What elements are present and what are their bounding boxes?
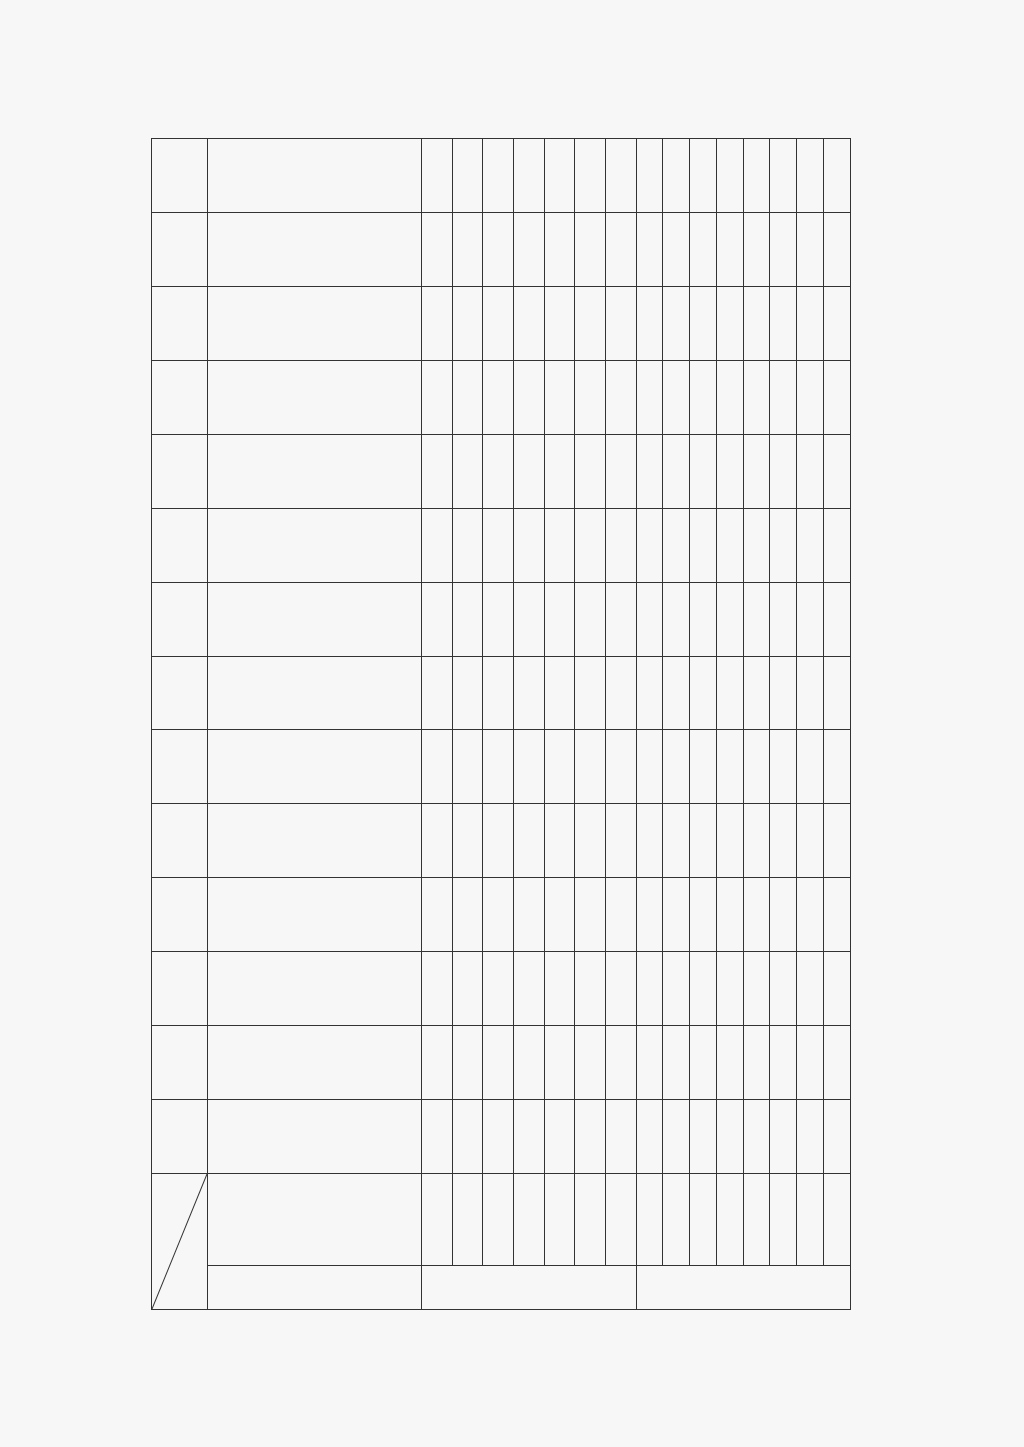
value-cell [483,508,514,582]
value-cell [690,804,717,878]
value-cell [483,1026,514,1100]
value-cell [716,804,743,878]
value-cell [770,434,797,508]
value-cell [208,286,422,360]
table-row [716,139,743,1310]
table-row [575,139,606,1310]
value-cell [716,730,743,804]
value-cell [716,1100,743,1174]
value-cell [422,804,453,878]
value-cell [422,878,453,952]
value-cell [513,286,544,360]
value-cell [208,1100,422,1174]
value-cell [575,582,606,656]
station-header [152,730,208,804]
value-cell [743,582,770,656]
value-cell [544,582,575,656]
value-cell [544,434,575,508]
table-row [483,139,514,1310]
value-cell [636,1100,663,1174]
row-label [743,1174,770,1266]
row-label [770,1174,797,1266]
value-cell [636,582,663,656]
value-cell [797,360,824,434]
value-cell [483,582,514,656]
value-cell [544,656,575,730]
value-cell [513,508,544,582]
value-cell [716,878,743,952]
row-label [544,1174,575,1266]
value-cell [422,139,453,213]
value-cell [797,508,824,582]
value-cell [743,1100,770,1174]
value-cell [824,434,851,508]
value-cell [208,582,422,656]
value-cell [770,730,797,804]
value-cell [690,434,717,508]
value-cell [483,656,514,730]
value-cell [797,952,824,1026]
value-cell [575,878,606,952]
value-cell [513,1100,544,1174]
value-cell [797,878,824,952]
value-cell [690,139,717,213]
value-cell [422,656,453,730]
value-cell [513,360,544,434]
row-label [513,1174,544,1266]
station-header [152,286,208,360]
value-cell [483,360,514,434]
row-label [636,1174,663,1266]
table-row [743,139,770,1310]
value-cell [663,434,690,508]
value-cell [575,286,606,360]
value-cell [208,656,422,730]
value-cell [208,730,422,804]
value-cell [716,434,743,508]
value-cell [770,1100,797,1174]
station-header [152,139,208,213]
table-row [513,139,544,1310]
value-cell [605,360,636,434]
row-label [797,1174,824,1266]
value-cell [605,730,636,804]
value-cell [575,952,606,1026]
value-cell [422,434,453,508]
group-cell [636,1266,850,1310]
value-cell [575,1100,606,1174]
value-cell [575,1026,606,1100]
value-cell [422,1100,453,1174]
value-cell [452,1026,483,1100]
table-row [824,139,851,1310]
value-cell [824,1100,851,1174]
value-cell [743,1026,770,1100]
value-cell [605,508,636,582]
value-cell [743,730,770,804]
value-cell [690,213,717,287]
value-cell [208,360,422,434]
value-cell [422,286,453,360]
value-cell [575,213,606,287]
value-cell [452,582,483,656]
value-cell [208,213,422,287]
value-cell [575,730,606,804]
station-header [152,1100,208,1174]
value-cell [636,656,663,730]
value-cell [483,878,514,952]
value-cell [452,434,483,508]
value-cell [663,952,690,1026]
value-cell [797,286,824,360]
value-cell [797,1100,824,1174]
value-cell [513,952,544,1026]
value-cell [770,286,797,360]
station-header [152,878,208,952]
value-cell [690,286,717,360]
value-cell [824,582,851,656]
value-cell [575,508,606,582]
value-cell [605,139,636,213]
value-cell [452,952,483,1026]
value-cell [797,434,824,508]
value-cell [636,360,663,434]
value-cell [208,1026,422,1100]
value-cell [636,1026,663,1100]
row-label [605,1174,636,1266]
value-cell [824,952,851,1026]
value-cell [422,730,453,804]
value-cell [513,1026,544,1100]
value-cell [575,360,606,434]
group-cell [422,1266,636,1310]
value-cell [716,213,743,287]
value-cell [208,952,422,1026]
value-cell [575,804,606,878]
station-header [152,434,208,508]
value-cell [605,213,636,287]
value-cell [544,360,575,434]
row-label [483,1174,514,1266]
value-cell [824,730,851,804]
station-header [152,952,208,1026]
value-cell [797,1026,824,1100]
value-cell [770,1026,797,1100]
value-cell [743,434,770,508]
value-cell [483,730,514,804]
value-cell [636,434,663,508]
value-cell [483,952,514,1026]
value-cell [422,508,453,582]
value-cell [452,139,483,213]
value-cell [690,582,717,656]
value-cell [483,286,514,360]
value-cell [544,286,575,360]
value-cell [797,582,824,656]
value-cell [824,139,851,213]
value-cell [690,360,717,434]
value-cell [770,952,797,1026]
value-cell [575,139,606,213]
value-cell [422,582,453,656]
value-cell [716,139,743,213]
value-cell [690,656,717,730]
value-cell [513,139,544,213]
row-label [663,1174,690,1266]
value-cell [743,656,770,730]
value-cell [690,878,717,952]
value-cell [452,1100,483,1174]
value-cell [690,730,717,804]
value-cell [544,952,575,1026]
value-cell [743,878,770,952]
value-cell [636,878,663,952]
value-cell [770,582,797,656]
value-cell [208,508,422,582]
value-cell [452,878,483,952]
table-row [605,139,636,1310]
value-cell [743,213,770,287]
row-label [716,1174,743,1266]
value-cell [770,804,797,878]
value-cell [770,878,797,952]
value-cell [743,508,770,582]
table-row [663,139,690,1310]
value-cell [544,139,575,213]
value-cell [797,656,824,730]
value-cell [605,1026,636,1100]
value-cell [743,286,770,360]
value-cell [544,804,575,878]
row-label [690,1174,717,1266]
value-cell [452,656,483,730]
value-cell [605,952,636,1026]
value-cell [663,139,690,213]
row-label [422,1174,453,1266]
value-cell [824,1026,851,1100]
value-cell [636,286,663,360]
value-cell [575,434,606,508]
value-cell [544,1026,575,1100]
value-cell [605,656,636,730]
value-cell [716,508,743,582]
value-cell [513,656,544,730]
value-cell [797,804,824,878]
value-cell [452,730,483,804]
value-cell [824,656,851,730]
value-cell [663,360,690,434]
value-cell [690,952,717,1026]
table-row [797,139,824,1310]
value-cell [824,286,851,360]
value-cell [513,213,544,287]
station-header [152,1026,208,1100]
value-cell [605,804,636,878]
value-cell [770,213,797,287]
value-cell [544,878,575,952]
value-cell [716,1026,743,1100]
value-cell [716,656,743,730]
value-cell [824,508,851,582]
value-cell [544,730,575,804]
value-cell [636,508,663,582]
value-cell [824,360,851,434]
air-quality-table [151,138,851,1310]
value-cell [605,434,636,508]
value-cell [452,213,483,287]
value-cell [452,360,483,434]
table-row [690,139,717,1310]
group-cell [208,1266,422,1310]
row-label [452,1174,483,1266]
value-cell [513,730,544,804]
value-cell [663,213,690,287]
value-cell [513,434,544,508]
value-cell [690,1100,717,1174]
station-header [152,804,208,878]
value-cell [770,139,797,213]
value-cell [605,286,636,360]
value-cell [663,286,690,360]
value-cell [636,139,663,213]
value-cell [663,582,690,656]
value-cell [208,804,422,878]
value-cell [483,804,514,878]
rotated-table-container [151,138,851,1310]
value-cell [452,508,483,582]
table-row [208,139,422,1310]
table-row [544,139,575,1310]
value-cell [483,434,514,508]
value-cell [824,878,851,952]
value-cell [422,213,453,287]
value-cell [797,730,824,804]
value-cell [797,139,824,213]
value-cell [605,582,636,656]
station-header [152,656,208,730]
value-cell [513,804,544,878]
value-cell [770,360,797,434]
value-cell [422,360,453,434]
value-cell [663,878,690,952]
value-cell [690,1026,717,1100]
value-cell [690,508,717,582]
value-cell [770,508,797,582]
value-cell [208,434,422,508]
value-cell [575,656,606,730]
value-cell [824,213,851,287]
value-cell [208,878,422,952]
value-cell [483,213,514,287]
value-cell [483,139,514,213]
value-cell [716,952,743,1026]
value-cell [743,952,770,1026]
station-header [152,508,208,582]
value-cell [636,804,663,878]
value-cell [422,1026,453,1100]
value-cell [208,139,422,213]
value-cell [513,582,544,656]
station-header [152,360,208,434]
row-label [208,1174,422,1266]
value-cell [663,804,690,878]
value-cell [663,730,690,804]
value-cell [483,1100,514,1174]
table-row [452,139,483,1310]
value-cell [663,1026,690,1100]
row-label [824,1174,851,1266]
value-cell [605,1100,636,1174]
value-cell [716,286,743,360]
value-cell [716,582,743,656]
value-cell [743,139,770,213]
value-cell [422,952,453,1026]
value-cell [452,804,483,878]
value-cell [663,1100,690,1174]
corner-header-cell [152,1174,208,1310]
value-cell [716,360,743,434]
value-cell [513,878,544,952]
row-label [575,1174,606,1266]
value-cell [544,1100,575,1174]
table-row [770,139,797,1310]
value-cell [605,878,636,952]
station-header [152,582,208,656]
station-header [152,213,208,287]
value-cell [544,213,575,287]
value-cell [797,213,824,287]
value-cell [770,656,797,730]
value-cell [743,804,770,878]
value-cell [636,730,663,804]
value-cell [636,952,663,1026]
value-cell [663,508,690,582]
value-cell [636,213,663,287]
value-cell [824,804,851,878]
corner-diagonal [152,1174,207,1309]
table-header-row [152,139,208,1310]
value-cell [743,360,770,434]
value-cell [544,508,575,582]
table-row [422,139,453,1310]
value-cell [663,656,690,730]
value-cell [452,286,483,360]
table-row [636,139,663,1310]
